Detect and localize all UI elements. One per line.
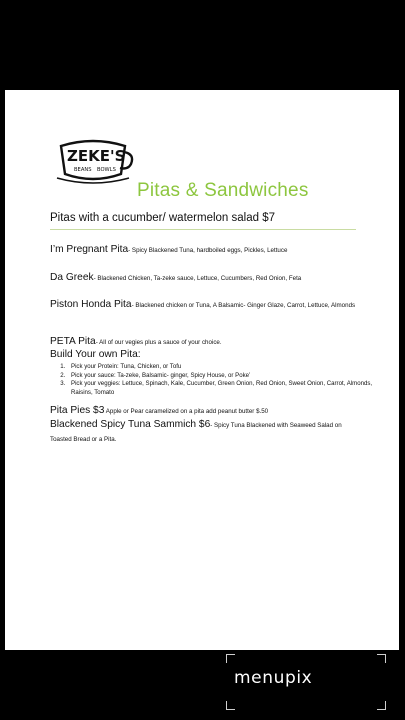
section-title: Pitas & Sandwiches [137, 180, 309, 201]
item-desc: - Spicy Blackened Tuna, hardboiled eggs, Pickles, Lettuce [128, 247, 288, 254]
build-step: 3. Pick your veggies: Lettuce, Spinach, Kale, Cucumber, Green Onion, Red Onion, Sweet Onion, Carrot, Almonds, Raisins, Tomato [67, 380, 377, 397]
build-step: 2. Pick your sauce: Ta-zeke, Balsamic- ginger, Spicy House, or Poke’ [67, 372, 377, 381]
menu-item-tuna-sammich [50, 417, 360, 445]
build-step: 1. Pick your Protein: Tuna, Chicken, or Tofu [67, 363, 377, 372]
menu-item-pita-pies [50, 403, 360, 417]
watermark-corner [226, 701, 235, 710]
menupix-watermark [226, 654, 386, 710]
pita-deal-subtitle: Pitas with a cucumber/ watermelon salad $7 [50, 212, 275, 224]
zekes-logo [51, 134, 135, 186]
build-steps-list [50, 363, 377, 397]
logo-bowls: BOWLS [97, 167, 116, 173]
menu-item-peta-pita [50, 334, 360, 348]
item-desc: - All of our vegies plus a sauce of your choice. [95, 339, 222, 346]
watermark-corner [377, 701, 386, 710]
menu-item-da-greek [50, 270, 360, 284]
build-your-own-title: Build Your own Pita: [50, 349, 141, 360]
item-desc: - Blackened chicken or Tuna, A Balsamic- Ginger Glaze, Carrot, Lettuce, Almonds [131, 302, 356, 309]
item-name: Piston Honda Pita [50, 299, 132, 310]
watermark-text: menupix [234, 668, 313, 688]
item-name: Da Greek [50, 272, 94, 283]
item-name: I’m Pregnant Pita [50, 244, 129, 255]
menu-item-pregnant-pita [50, 242, 360, 256]
item-name: PETA Pita [50, 336, 96, 347]
menu-item-piston-honda [50, 297, 360, 311]
watermark-corner [226, 654, 235, 663]
menu-page [5, 90, 399, 650]
item-desc: - Blackened Chicken, Ta-zeke sauce, Lettuce, Cucumbers, Red Onion, Feta [93, 275, 302, 282]
item-name: Blackened Spicy Tuna Sammich $6 [50, 419, 211, 430]
item-desc: Apple or Pear caramelized on a pita add peanut butter $.50 [104, 408, 269, 415]
logo-beans: BEANS [74, 167, 92, 173]
watermark-corner [377, 654, 386, 663]
logo-name: ZEKE'S [67, 147, 126, 165]
item-name: Pita Pies $3 [50, 405, 105, 416]
item-desc: - Spicy Tuna Blackened with Seaweed Salad on Toasted Bread or a Pita. [50, 422, 342, 443]
divider [50, 229, 356, 230]
